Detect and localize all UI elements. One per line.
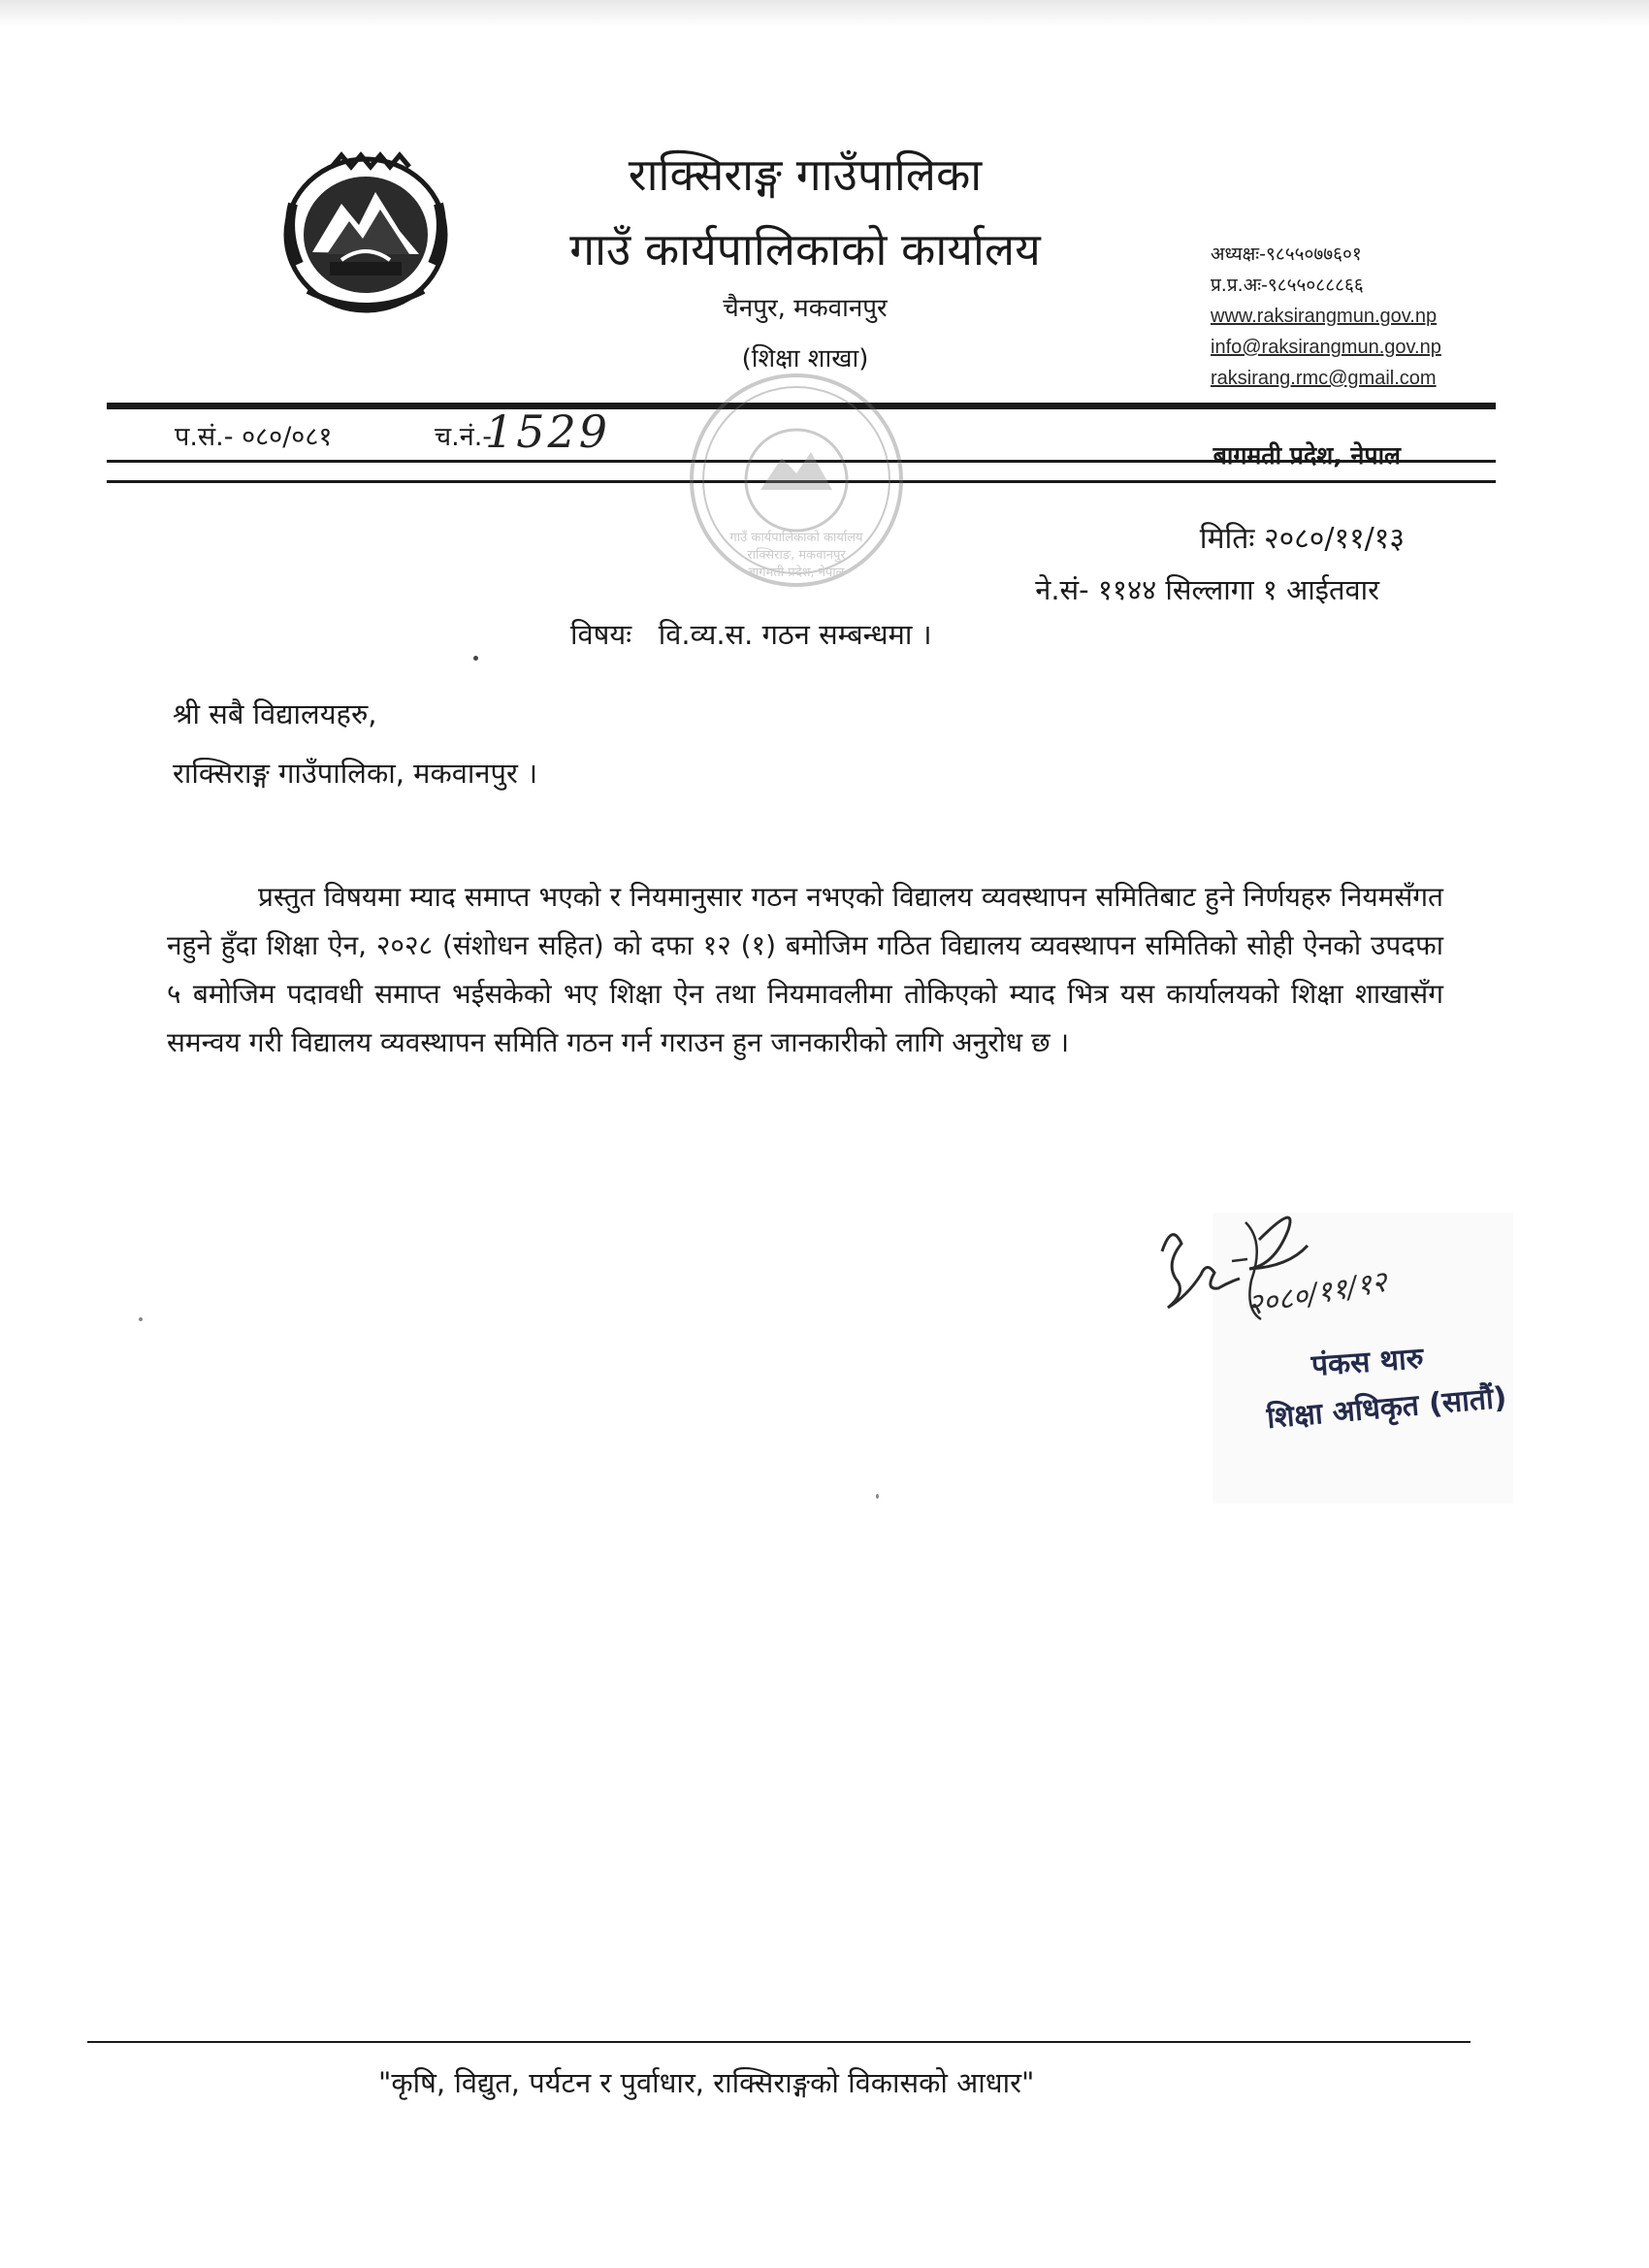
subject-line: विषयः वि.व्य.स. गठन सम्बन्धमा । (570, 618, 932, 651)
handwritten-signature-icon (1145, 1193, 1494, 1368)
signatory-title: शिक्षा अधिकृत (सातौं) (1265, 1380, 1508, 1436)
gmail-link[interactable]: raksirang.rmc@gmail.com (1211, 368, 1437, 389)
signatory-name: पंकस थारु (1310, 1341, 1425, 1383)
chairperson-phone: अध्यक्षः-९८५५०७७६०१ (1211, 243, 1362, 265)
contact-block (1211, 239, 1441, 394)
letter-body: प्रस्तुत विषयमा म्याद समाप्त भएको र नियमानुसार गठन नभएको विद्यालय व्यवस्थापन समितिबाट हुने निर्णयहरु नियमसँगत नहुने हुँदा शिक्षा ऐन, २०२८ (संशोधन सहित) को दफा १२ (१) बमोजिम गठित विद्यालय व्यवस्थापन समितिको सोही ऐनको उपदफा ५ बमोजिम पदावधी समाप्त भईसकेको भए शिक्षा ऐन तथा नियमावलीमा तोकिएको म्याद भित्र यस कार्यालयको शिक्षा शाखासँग समन्वय गरी विद्यालय व्यवस्थापन समिति गठन गर्न गराउन हुन जानकारीको लागि अनुरोध छ । (167, 881, 1443, 1058)
province-name: बागमती प्रदेश, नेपाल (1212, 441, 1401, 470)
recipient-line-1: श्री सबै विद्यालयहरु, (173, 697, 377, 730)
stamp-text-line3: बागमती प्रदेश, नेपाल (748, 566, 845, 580)
signature-date-scrawl: २०८०/११/१२ (1245, 1264, 1390, 1323)
branch-name: (शिक्षा शाखा) (741, 344, 869, 373)
recipient-line-2: राक्सिराङ्ग गाउँपालिका, मकवानपुर । (173, 757, 538, 790)
nepal-sambat-date: ने.सं- ११४४ सिल्लागा १ आईतवार (1035, 573, 1379, 606)
scan-speck (876, 1494, 879, 1499)
letter-date: मितिः २०८०/११/१३ (1199, 522, 1405, 556)
stamp-text-line1: गाउँ कार्यपालिकाको कार्यालय (729, 531, 863, 545)
office-address: चैनपुर, मकवानपुर (723, 294, 888, 323)
office-seal-stamp-icon (685, 369, 908, 592)
office-name: गाउँ कार्यपालिकाको कार्यालय (569, 223, 1041, 275)
org-name: राक्सिराङ्ग गाउँपालिका (628, 148, 983, 201)
stamp-text-line2: राक्सिराङ, मकवानपुर (747, 548, 846, 563)
scan-speck (139, 1317, 143, 1321)
chalani-handwritten-number: 1529 (485, 405, 611, 458)
footer-rule (87, 2041, 1471, 2043)
patra-sankhya: प.सं.- ०८०/०८१ (175, 422, 333, 452)
website-link[interactable]: www.raksirangmun.gov.np (1211, 306, 1438, 327)
scan-top-edge (0, 0, 1649, 27)
scan-speck (473, 656, 478, 661)
chalani-label: च.नं.- (435, 422, 493, 452)
footer-motto: "कृषि, विद्युत, पर्यटन र पुर्वाधार, राक्सिराङ्गको विकासको आधार" (378, 2066, 1035, 2099)
email-link[interactable]: info@raksirangmun.gov.np (1211, 337, 1441, 358)
cao-phone: प्र.प्र.अः-९८५५०८८८६६ (1211, 275, 1364, 296)
